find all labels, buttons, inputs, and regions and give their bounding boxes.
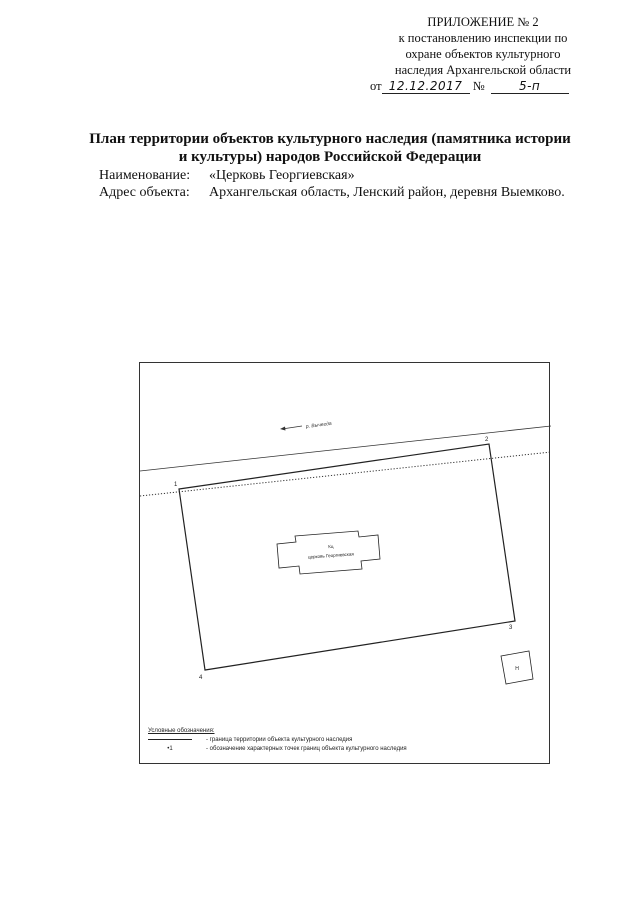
title-line-2: и культуры) народов Российской Федерации xyxy=(178,149,482,165)
address-row xyxy=(99,184,565,201)
legend-point-symbol: •1 xyxy=(167,746,173,752)
appendix-line-4: наследия Архангельской области xyxy=(394,63,572,77)
appendix-block xyxy=(368,14,598,94)
road-edge-lower xyxy=(140,452,551,496)
page-title xyxy=(60,130,600,166)
point-label-3: 3 xyxy=(509,625,513,631)
date-value: 12.12.2017 xyxy=(382,80,470,94)
date-prefix: от xyxy=(370,79,382,93)
point-label-4: 4 xyxy=(199,675,203,681)
church-code-label: Кц xyxy=(328,543,334,550)
legend-title: Условные обозначения: xyxy=(148,728,215,734)
title-line-1: План территории объектов культурного наследия (памятника истории xyxy=(89,131,571,147)
point-label-2: 2 xyxy=(485,437,489,443)
outbuilding-label: Н xyxy=(515,666,519,672)
name-value: «Церковь Георгиевская» xyxy=(209,168,355,183)
point-label-1: 1 xyxy=(174,482,178,488)
site-plan xyxy=(139,362,550,764)
appendix-line-2: к постановлению инспекции по xyxy=(398,31,568,45)
appendix-date-line xyxy=(368,78,598,94)
address-label: Адрес объекта: xyxy=(99,185,190,200)
name-label: Наименование: xyxy=(99,168,191,183)
appendix-title: ПРИЛОЖЕНИЕ № 2 xyxy=(427,15,539,29)
church-name-label: церковь Георгиевская xyxy=(307,551,354,560)
legend-point-text: - обозначение характерных точек границ объекта культурного наследия xyxy=(206,746,407,752)
boundary-line-symbol xyxy=(148,739,192,740)
plan-drawing xyxy=(140,363,551,765)
legend xyxy=(148,727,407,754)
appendix-line-3: охране объектов культурного xyxy=(405,47,561,61)
legend-boundary-text: - граница территории объекта культурного наследия xyxy=(206,737,353,743)
name-row xyxy=(99,167,355,184)
address-value: Архангельская область, Ленский район, деревня Выемково. xyxy=(209,185,565,200)
legend-boundary-item xyxy=(148,736,407,745)
legend-point-item xyxy=(148,745,407,754)
river-label: р. Вычегда xyxy=(305,420,332,430)
arrow-head-icon xyxy=(280,427,286,431)
territory-boundary xyxy=(179,444,515,670)
number-prefix: № xyxy=(472,79,485,93)
number-value: 5-п xyxy=(491,80,569,94)
